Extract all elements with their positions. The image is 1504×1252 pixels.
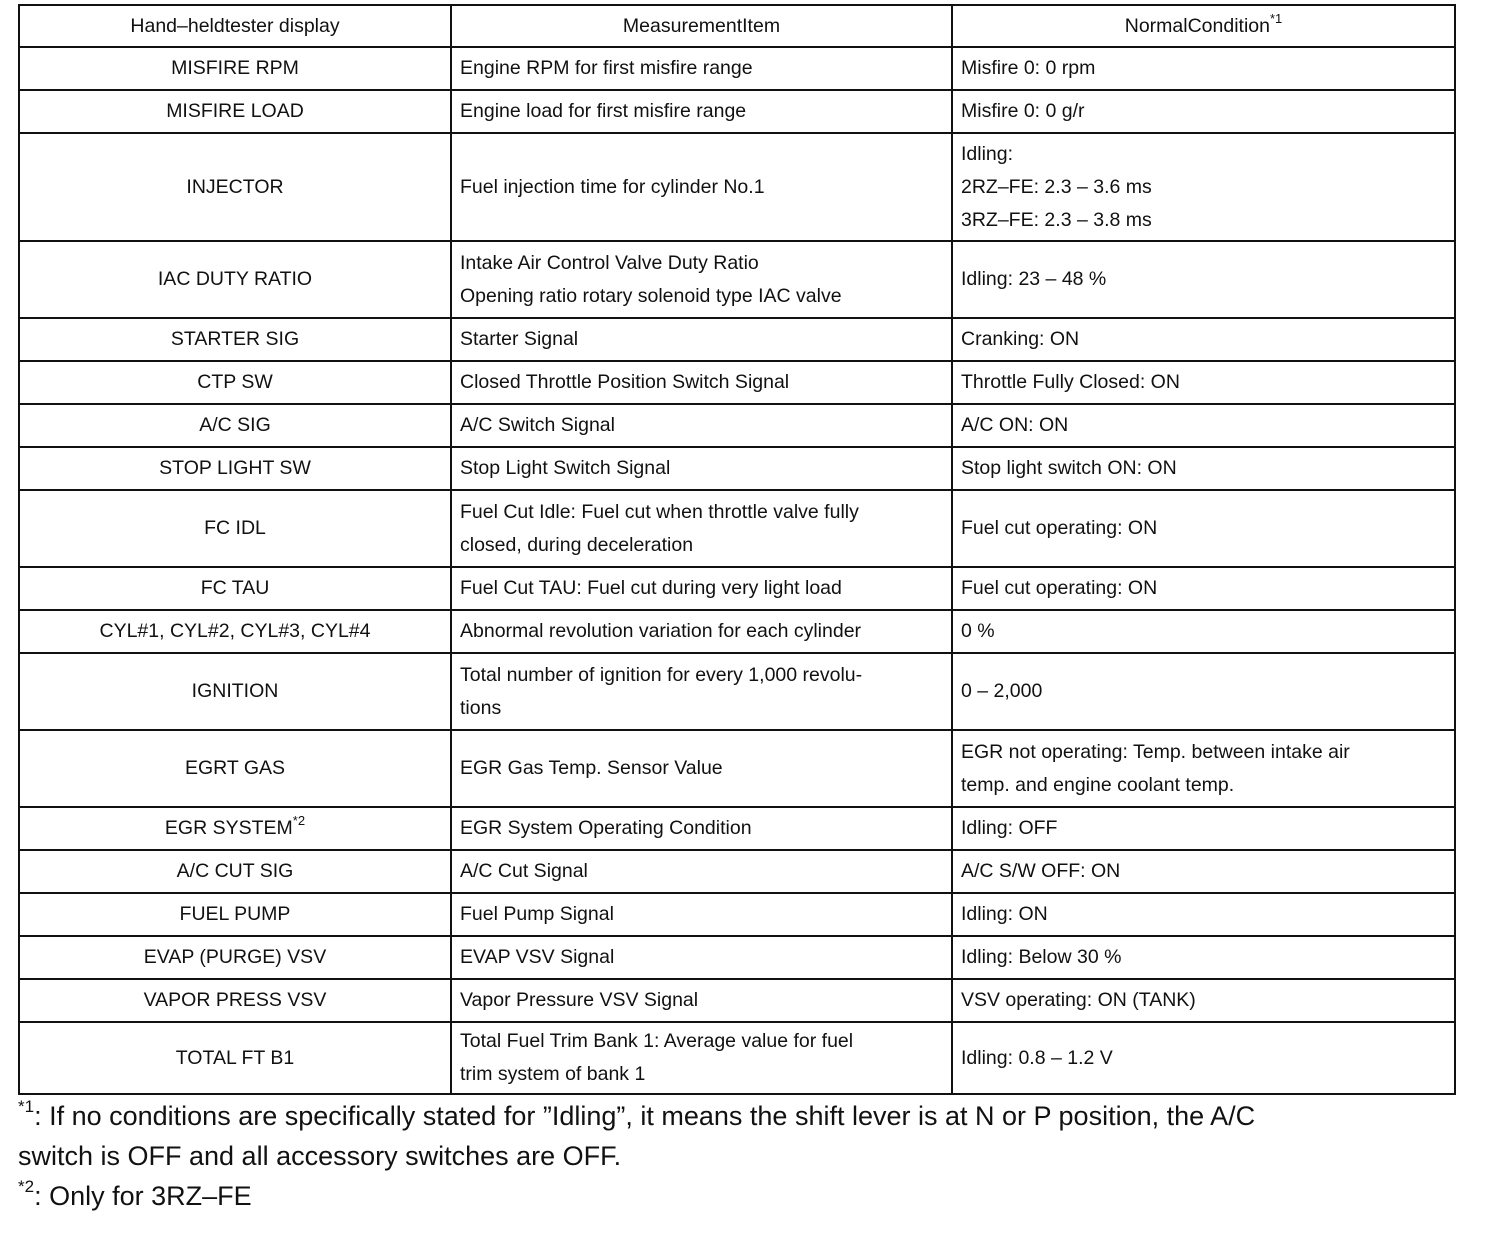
cell-display: INJECTOR	[19, 133, 451, 241]
cell-display: FUEL PUMP	[19, 893, 451, 936]
table-body	[19, 47, 1455, 1094]
cell-normal-condition: Stop light switch ON: ON	[952, 447, 1455, 490]
table-row	[19, 610, 1455, 653]
cell-measurement-item: A/C Switch Signal	[451, 404, 952, 447]
cell-display: IGNITION	[19, 653, 451, 730]
cell-normal-condition: 0 – 2,000	[952, 653, 1455, 730]
cell-measurement-item: EVAP VSV Signal	[451, 936, 952, 979]
table-row	[19, 807, 1455, 850]
cell-normal-condition: Idling: OFF	[952, 807, 1455, 850]
cell-normal-condition: VSV operating: ON (TANK)	[952, 979, 1455, 1022]
table-row	[19, 47, 1455, 90]
cell-normal-condition: Idling: 23 – 48 %	[952, 241, 1455, 318]
cell-normal-condition: A/C S/W OFF: ON	[952, 850, 1455, 893]
cell-normal-condition: EGR not operating: Temp. between intake air temp. and engine coolant temp.	[952, 730, 1455, 807]
footnote-1-continued: switch is OFF and all accessory switches are OFF.	[18, 1141, 622, 1171]
header-normal-condition: NormalCondition$^{*1}$	[952, 5, 1455, 47]
header-display: Hand–heldtester display	[19, 5, 451, 47]
cell-measurement-item: Abnormal revolution variation for each cylinder	[451, 610, 952, 653]
table-row	[19, 241, 1455, 318]
table-row	[19, 730, 1455, 807]
table-row	[19, 404, 1455, 447]
cell-display: A/C CUT SIG	[19, 850, 451, 893]
cell-normal-condition: Misfire 0: 0 g/r	[952, 90, 1455, 133]
cell-normal-condition: Throttle Fully Closed: ON	[952, 361, 1455, 404]
cell-normal-condition: 0 %	[952, 610, 1455, 653]
cell-measurement-item: Fuel injection time for cylinder No.1	[451, 133, 952, 241]
cell-measurement-item: A/C Cut Signal	[451, 850, 952, 893]
cell-measurement-item: Vapor Pressure VSV Signal	[451, 979, 952, 1022]
cell-measurement-item: EGR Gas Temp. Sensor Value	[451, 730, 952, 807]
cell-display: EGR SYSTEM$^{*2}$	[19, 807, 451, 850]
cell-display: CTP SW	[19, 361, 451, 404]
cell-normal-condition: Misfire 0: 0 rpm	[952, 47, 1455, 90]
table-row	[19, 1022, 1455, 1094]
footnote-ref: *2	[292, 813, 306, 828]
cell-display: EVAP (PURGE) VSV	[19, 936, 451, 979]
cell-display: IAC DUTY RATIO	[19, 241, 451, 318]
footnote-2-mark: *2	[18, 1177, 35, 1196]
cell-normal-condition: Idling: 0.8 – 1.2 V	[952, 1022, 1455, 1094]
cell-measurement-item: Fuel Cut TAU: Fuel cut during very light load	[451, 567, 952, 610]
table-row	[19, 567, 1455, 610]
cell-display: EGRT GAS	[19, 730, 451, 807]
footnotes	[18, 1096, 1468, 1216]
cell-measurement-item: Engine load for first misfire range	[451, 90, 952, 133]
cell-measurement-item: Closed Throttle Position Switch Signal	[451, 361, 952, 404]
cell-normal-condition: Fuel cut operating: ON	[952, 567, 1455, 610]
cell-display: FC TAU	[19, 567, 451, 610]
cell-display: STARTER SIG	[19, 318, 451, 361]
table-row	[19, 361, 1455, 404]
table-row	[19, 850, 1455, 893]
cell-normal-condition: Fuel cut operating: ON	[952, 490, 1455, 567]
table-row	[19, 133, 1455, 241]
table-row	[19, 318, 1455, 361]
table-row	[19, 90, 1455, 133]
cell-normal-condition: Idling: ON	[952, 893, 1455, 936]
cell-measurement-item: Intake Air Control Valve Duty Ratio Opening ratio rotary solenoid type IAC valve	[451, 241, 952, 318]
table-row	[19, 893, 1455, 936]
footnote-2: $^{*2}$: Only for 3RZ–FE	[18, 1177, 252, 1211]
table-row	[19, 653, 1455, 730]
footnote-1-mark: *1	[18, 1097, 35, 1116]
data-list-table	[18, 4, 1456, 1095]
header-measurement-item: MeasurementItem	[451, 5, 952, 47]
cell-display: STOP LIGHT SW	[19, 447, 451, 490]
cell-measurement-item: Total Fuel Trim Bank 1: Average value for fuel trim system of bank 1	[451, 1022, 952, 1094]
table-row	[19, 447, 1455, 490]
header-row	[19, 5, 1455, 47]
cell-normal-condition: A/C ON: ON	[952, 404, 1455, 447]
cell-measurement-item: Fuel Pump Signal	[451, 893, 952, 936]
cell-measurement-item: Stop Light Switch Signal	[451, 447, 952, 490]
cell-display: MISFIRE RPM	[19, 47, 451, 90]
cell-measurement-item: Fuel Cut Idle: Fuel cut when throttle valve fully closed, during deceleration	[451, 490, 952, 567]
cell-display: A/C SIG	[19, 404, 451, 447]
cell-display: VAPOR PRESS VSV	[19, 979, 451, 1022]
cell-normal-condition: Idling: Below 30 %	[952, 936, 1455, 979]
cell-display: CYL#1, CYL#2, CYL#3, CYL#4	[19, 610, 451, 653]
cell-measurement-item: Engine RPM for first misfire range	[451, 47, 952, 90]
cell-display: FC IDL	[19, 490, 451, 567]
cell-display: TOTAL FT B1	[19, 1022, 451, 1094]
cell-measurement-item: EGR System Operating Condition	[451, 807, 952, 850]
cell-normal-condition: Idling: 2RZ–FE: 2.3 – 3.6 ms 3RZ–FE: 2.3 – 3.8 ms	[952, 133, 1455, 241]
cell-measurement-item: Total number of ignition for every 1,000 revolu- tions	[451, 653, 952, 730]
cell-normal-condition: Cranking: ON	[952, 318, 1455, 361]
cell-measurement-item: Starter Signal	[451, 318, 952, 361]
table-row	[19, 936, 1455, 979]
footnote-ref: *1	[1269, 10, 1283, 26]
table-row	[19, 979, 1455, 1022]
cell-display: MISFIRE LOAD	[19, 90, 451, 133]
table-row	[19, 490, 1455, 567]
footnote-1: $^{*1}$: If no conditions are specifically stated for ”Idling”, it means the shift lever is at N or P position, the A/C	[18, 1097, 1256, 1131]
